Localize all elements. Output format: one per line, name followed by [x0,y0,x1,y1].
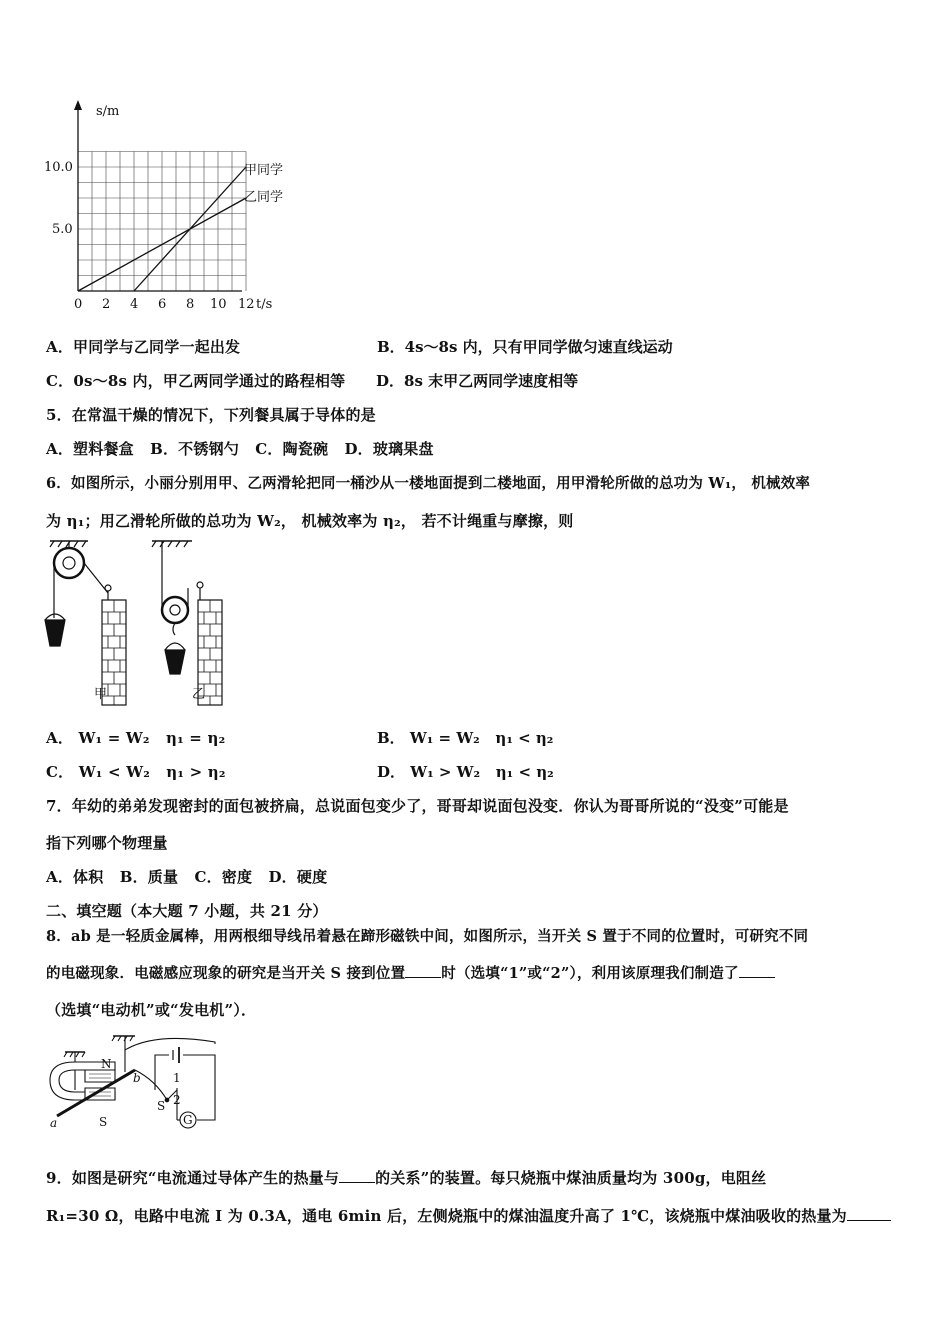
fixed-pulley-jia [45,541,126,705]
q6-option-c: C． W₁ < W₂ η₁ > η₂ [46,763,226,781]
rod-label-a: a [50,1116,58,1130]
pulley-figure [40,538,240,708]
x-tick-10: 10 [210,297,227,312]
q4-option-b: B．4s～8s 内，只有甲同学做匀速直线运动 [377,338,673,356]
x-tick-0: 0 [74,297,83,312]
x-tick-6: 6 [158,297,167,312]
q9-stem-line2-text: R₁=30 Ω，电路中电流 I 为 0.3A，通电 6min 后，左侧烧瓶中的煤油温度升高了 1℃，该烧瓶中煤油吸收的热量为 [46,1207,847,1225]
section-heading: 二、填空题（本大题 7 小题，共 21 分） [46,902,328,920]
y-tick-10: 10.0 [44,160,73,175]
x-tick-4: 4 [130,297,139,312]
magnet-label-n: N [101,1057,112,1071]
q5-stem: 5．在常温干燥的情况下，下列餐具属于导体的是 [46,406,376,424]
figure-label-jia: 甲 [94,687,108,702]
magnet-label-s: S [99,1115,108,1129]
figure-label-yi: 乙 [192,687,206,702]
y-axis-arrow [74,100,82,110]
series-label-yi: 乙同学 [244,190,284,205]
x-tick-12: 12 [238,297,255,312]
rod-label-b: b [133,1071,141,1085]
x-tick-2: 2 [102,297,111,312]
switch-label-1: 1 [173,1071,181,1085]
q5-options: A．塑料餐盒 B．不锈钢勺 C．陶瓷碗 D．玻璃果盘 [46,440,434,458]
switch-label-2: 2 [173,1093,181,1107]
q4-option-a: A．甲同学与乙同学一起出发 [46,338,241,356]
q6-stem-line1: 6．如图所示，小丽分别用甲、乙两滑轮把同一桶沙从一楼地面提到二楼地面，用甲滑轮所做的总功为 W₁， 机械效率 [46,475,811,492]
graph-grid [78,152,246,292]
q8-stem-line1: 8．ab 是一轻质金属棒，用两根细导线吊着悬在蹄形磁铁中间，如图所示，当开关 S 置于不同的位置时，可研究不同 [46,928,809,945]
y-tick-5: 5.0 [52,222,73,237]
q9-stem-line1-part1: 9．如图是研究“电流通过导体产生的热量与 [46,1169,340,1187]
galvanometer-label-g: G [183,1113,193,1127]
q8-stem-line2-part2: 时（选填“1”或“2”），利用该原理我们制造了 [441,965,739,982]
q7-stem-line1: 7．年幼的弟弟发现密封的面包被挤扁，总说面包变少了，哥哥却说面包没变．你认为哥哥所说的“没变”可能是 [46,797,789,815]
series-label-jia: 甲同学 [244,163,284,178]
q6-option-b: B． W₁ = W₂ η₁ < η₂ [377,729,554,747]
q9-stem-line2 [46,1205,891,1226]
x-tick-labels [74,297,255,312]
q9-blank-heat [847,1208,891,1221]
q6-option-d: D． W₁ > W₂ η₁ < η₂ [377,763,554,781]
x-axis-label: t/s [256,297,273,312]
q8-blank-position [405,965,441,978]
q8-stem-line2 [46,962,775,983]
q9-blank-relation [339,1170,375,1183]
q4-option-c: C．0s～8s 内，甲乙两同学通过的路程相等 [46,372,346,390]
movable-pulley-yi [152,541,222,705]
q7-stem-line2: 指下列哪个物理量 [46,834,168,852]
q8-blank-device [739,965,775,978]
q9-stem-line1-part2: 的关系”的装置。每只烧瓶中煤油质量均为 300g，电阻丝 [375,1169,767,1187]
switch-label-s: S [157,1099,166,1113]
q6-stem-line2: 为 η₁；用乙滑轮所做的总功为 W₂， 机械效率为 η₂， 若不计绳重与摩擦，则 [46,512,574,530]
q7-options: A．体积 B．质量 C．密度 D．硬度 [46,868,328,886]
x-tick-8: 8 [186,297,195,312]
y-axis-label: s/m [96,104,120,119]
q6-option-a: A． W₁ = W₂ η₁ = η₂ [46,729,226,747]
q8-stem-line3: （选填“电动机”或“发电机”）． [46,1001,257,1019]
q8-stem-line2-part1: 的电磁现象．电磁感应现象的研究是当开关 S 接到位置 [46,965,406,982]
q9-stem-line1 [46,1167,766,1188]
q4-option-d: D．8s 末甲乙两同学速度相等 [376,372,579,390]
magnet-circuit-figure [45,1030,235,1135]
distance-time-graph [30,95,300,320]
